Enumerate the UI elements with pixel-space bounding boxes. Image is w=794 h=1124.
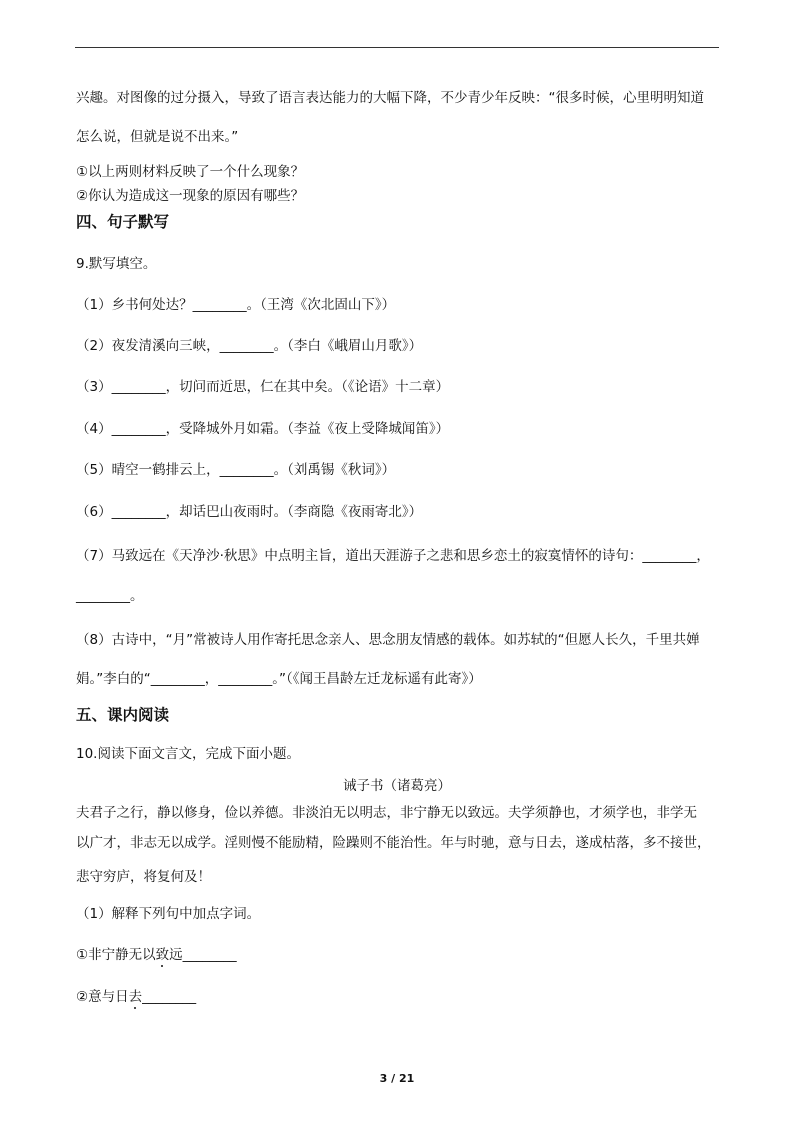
page-number: 3 / 21 (379, 1072, 415, 1085)
intro-question-2: ②你认为造成这一现象的原因有哪些？ (76, 188, 305, 204)
question-10: 10.阅读下面文言文，完成下面小题。 (76, 746, 300, 762)
passage-line-2: 以广才，非志无以成学。淫则慢不能励精，险躁则不能治性。年与时驰，意与日去，遂成枯落，多不接世， (76, 835, 711, 851)
fill-item-7-line-2: ________。 (76, 588, 144, 604)
sub-question-1-a-blank: 远________ (169, 947, 237, 963)
fill-item-5: （5）晴空一鹤排云上，________。（刘禹锡《秋词》） (76, 462, 396, 478)
dotted-character: 去 (128, 989, 143, 1005)
intro-question-1: ①以上两则材料反映了一个什么现象？ (76, 164, 305, 180)
question-9: 9.默写填空。 (76, 256, 157, 272)
section-4-title: 四、句子默写 (76, 213, 170, 231)
passage-line-1: 夫君子之行，静以修身，俭以养德。非淡泊无以明志，非宁静无以致远。夫学须静也，才须学也，非学无 (76, 805, 697, 821)
header-rule (75, 47, 719, 48)
fill-item-3: （3）________，切问而近思，仁在其中矣。（《论语》十二章） (76, 379, 450, 395)
fill-item-1: （1）乡书何处达？________。（王湾《次北固山下》） (76, 297, 396, 313)
fill-item-2: （2）夜发清溪向三峡，________。（李白《峨眉山月歌》） (76, 338, 423, 354)
sub-question-1-a-prefix: ①非宁静无以 (76, 947, 156, 963)
intro-line-1: 兴趣。对图像的过分摄入，导致了语言表达能力的大幅下降，不少青少年反映：“很多时候，心里明明知道 (76, 90, 704, 106)
fill-item-8-line-2: 娟。”李白的“________，________。”（《闻王昌龄左迁龙标遥有此寄》） (76, 671, 482, 687)
dotted-character: 致 (155, 947, 170, 963)
sub-question-1-b-blank: ________ (142, 989, 197, 1005)
intro-line-2: 怎么说，但就是说不出来。” (76, 129, 239, 145)
fill-item-7-line-1: （7）马致远在《天净沙·秋思》中点明主旨，道出天涯游子之悲和思乡恋土的寂寞情怀的诗句：________， (76, 548, 710, 564)
fill-item-4: （4）________，受降城外月如霜。（李益《夜上受降城闻笛》） (76, 421, 450, 437)
passage-line-3: 悲守穷庐，将复何及！ (76, 869, 211, 885)
section-5-title: 五、课内阅读 (76, 706, 170, 724)
passage-title: 诫子书（诸葛亮） (343, 778, 451, 794)
sub-question-1-a (76, 946, 237, 964)
sub-question-1-b-prefix: ②意与日 (76, 989, 129, 1005)
fill-item-6: （6）________，却话巴山夜雨时。（李商隐《夜雨寄北》） (76, 504, 423, 520)
sub-question-1: （1）解释下列句中加点字词。 (76, 906, 261, 922)
sub-question-1-b (76, 988, 196, 1006)
fill-item-8-line-1: （8）古诗中，“月”常被诗人用作寄托思念亲人、思念朋友情感的载体。如苏轼的“但愿人长久，千里共婵 (76, 632, 700, 648)
